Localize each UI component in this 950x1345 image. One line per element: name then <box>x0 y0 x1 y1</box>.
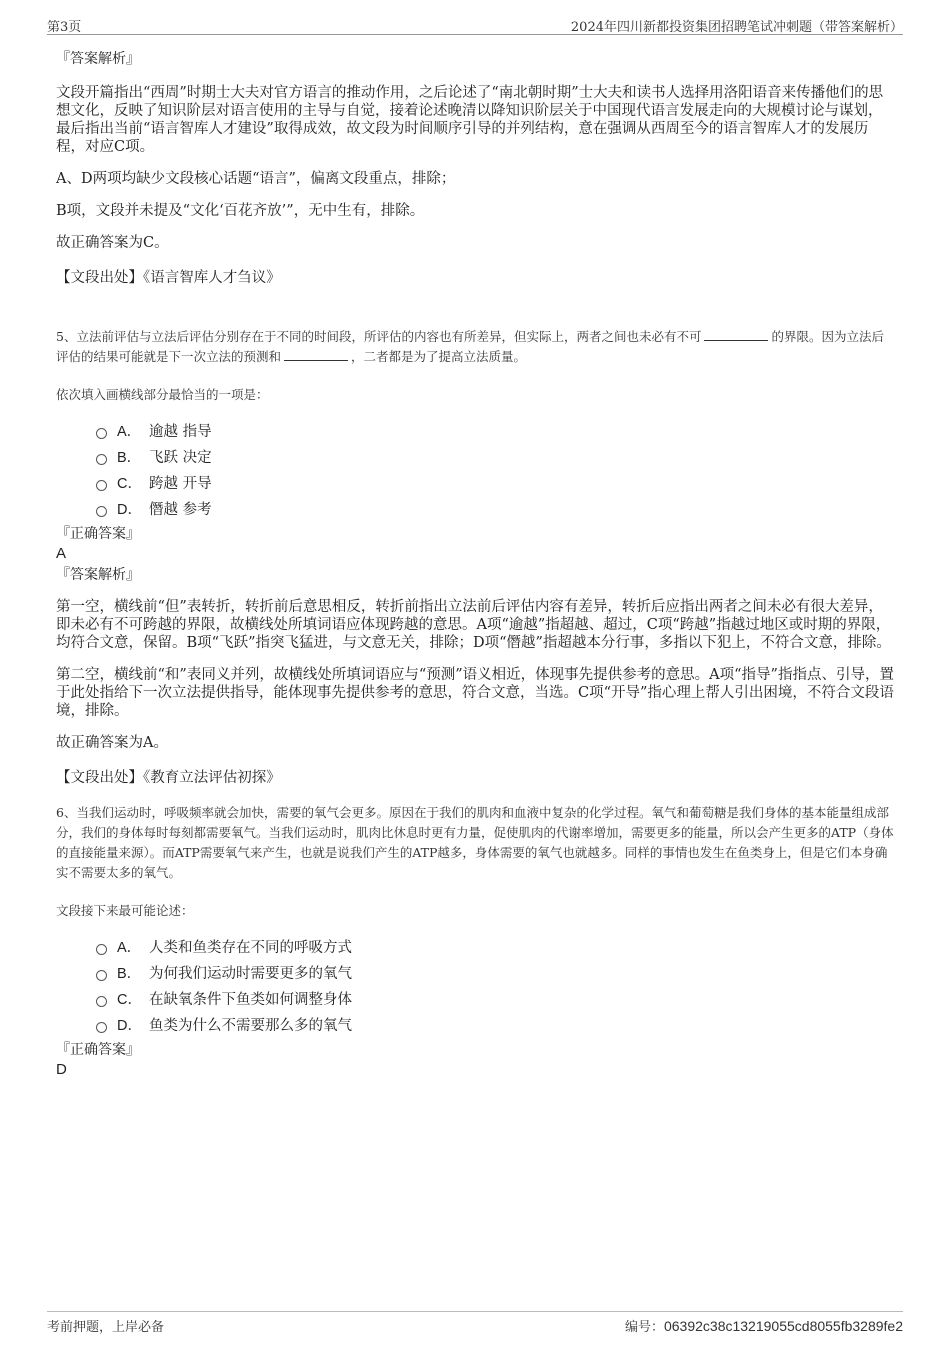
radio-icon[interactable] <box>96 506 107 517</box>
q6-option-d[interactable]: D． 鱼类为什么不需要那么多的氧气 <box>96 1011 896 1037</box>
analysis-paragraph: A、D两项均缺少文段核心话题“语言”，偏离文段重点，排除； <box>56 171 456 187</box>
q6-stem: 6、当我们运动时，呼吸频率就会加快，需要的氧气会更多。原因在于我们的肌肉和血液中复杂的化学过程。氧气和葡萄糖是我们身体的基本能量组成部分，我们的身体每时每刻都需要氧气。当我们运动时，肌肉比休息时更有力量，促使肌肉的代谢率增加，需要更多的能量，所以会产生更多的ATP（身体的直接能量来源）。而ATP需要氧气来产生，也就是说我们产生的ATP越多，身体需要的氧气也就越多。同样的事情也发生在鱼类身上，但是它们本身确实不需要太多的氧气。 <box>56 805 894 880</box>
radio-icon[interactable] <box>96 480 107 491</box>
analysis-paragraph: 故正确答案为A。 <box>56 735 168 751</box>
q5-stem-part1: 5、立法前评估与立法后评估分别存在于不同的时间段，所评估的内容也有所差异，但实际上，两者之间也未必有不可 <box>56 329 702 344</box>
q5-analysis <box>56 598 896 752</box>
fill-blank <box>284 348 348 361</box>
document-id-value: 06392c38c13219055cd8055fb3289fe2 <box>663 1318 903 1334</box>
analysis-paragraph: 文段开篇指出“西周”时期士大夫对官方语言的推动作用，之后论述了“南北朝时期”士大夫和读书人选择用洛阳语音来传播他们的思想文化，反映了知识阶层对语言使用的主导与自觉，接着论述晚清以降知识阶层关于中国现代语言发展走向的大规模讨论与谋划，最后指出当前“语言智库人才建设”取得成效，故文段为时间顺序引导的并列结构，意在强调从西周至今的语言智库人才的发展历程，对应C项。 <box>56 85 884 155</box>
page-header <box>47 14 903 35</box>
q5-option-b[interactable]: B． 飞跃 决定 <box>96 443 896 469</box>
q4-source: 【文段出处】《语言智库人才刍议》 <box>56 270 281 286</box>
analysis-paragraph: B项，文段并未提及“文化‘百花齐放’”，无中生有，排除。 <box>56 203 425 219</box>
analysis-label: 『答案解析』 <box>56 51 140 67</box>
page-footer <box>47 1311 903 1334</box>
footer-slogan: 考前押题，上岸必备 <box>47 1320 165 1335</box>
q5-option-c[interactable]: C． 跨越 开导 <box>96 469 896 495</box>
document-id <box>625 1316 903 1335</box>
radio-icon[interactable] <box>96 970 107 981</box>
q5-option-d[interactable]: D． 僭越 参考 <box>96 495 896 521</box>
analysis-paragraph: 故正确答案为C。 <box>56 235 169 251</box>
correct-answer-label: 『正确答案』 <box>56 1042 140 1058</box>
q5-prompt: 依次填入画横线部分最恰当的一项是： <box>56 387 269 402</box>
radio-icon[interactable] <box>96 428 107 439</box>
q5-stem <box>56 327 896 367</box>
q5-stem-part3: ，二者都是为了提高立法质量。 <box>351 349 527 364</box>
q5-source: 【文段出处】《教育立法评估初探》 <box>56 770 281 786</box>
radio-icon[interactable] <box>96 1022 107 1033</box>
radio-icon[interactable] <box>96 996 107 1007</box>
page-content <box>56 46 896 1078</box>
correct-answer-label: 『正确答案』 <box>56 526 140 542</box>
radio-icon[interactable] <box>96 454 107 465</box>
q6-prompt: 文段接下来最可能论述： <box>56 903 194 918</box>
q5-option-a[interactable]: A． 逾越 指导 <box>96 417 896 443</box>
q5-options <box>56 417 896 521</box>
q5-stem-part2: 的界限。因为立法后评估的结果可能就是下一次立法的预测和 <box>56 329 884 364</box>
analysis-paragraph: 第二空，横线前“和”表同义并列，故横线处所填词语应与“预测”语义相近，体现事先提供参考的意思。A项“指导”指指点、引导，置于此处指给下一次立法提供指导，能体现事先提供参考的意思，符合文意，当选。C项“开导”指心理上帮人引出困境，不符合文段语境，排除。 <box>56 667 894 719</box>
document-id-label: 编号： <box>624 1320 664 1335</box>
analysis-paragraph: 第一空，横线前“但”表转折，转折前后意思相反，转折前指出立法前后评估内容有差异，转折后应指出两者之间未必有很大差异，即未必有不可跨越的界限，故横线处所填词语应体现跨越的意思。A项“逾越”指超越、超过，C项“跨越”指越过地区或时期的界限，均符合文意，保留。B项“飞跃”指突飞猛进，与文意无关，排除；D项“僭越”指超越本分行事，多指以下犯上，不符合文意，排除。 <box>56 599 891 651</box>
document-title: 2024年四川新都投资集团招聘笔试冲刺题（带答案解析） <box>570 20 903 35</box>
q6-option-c[interactable]: C． 在缺氧条件下鱼类如何调整身体 <box>96 985 896 1011</box>
analysis-label: 『答案解析』 <box>56 567 140 583</box>
q4-analysis <box>56 84 896 252</box>
q5-answer: A <box>56 545 67 562</box>
page-number: 第3页 <box>47 20 82 35</box>
q6-option-a[interactable]: A． 人类和鱼类存在不同的呼吸方式 <box>96 933 896 959</box>
radio-icon[interactable] <box>96 944 107 955</box>
fill-blank <box>704 328 768 341</box>
q6-option-b[interactable]: B． 为何我们运动时需要更多的氧气 <box>96 959 896 985</box>
q6-answer: D <box>56 1061 67 1078</box>
q6-options <box>56 933 896 1037</box>
